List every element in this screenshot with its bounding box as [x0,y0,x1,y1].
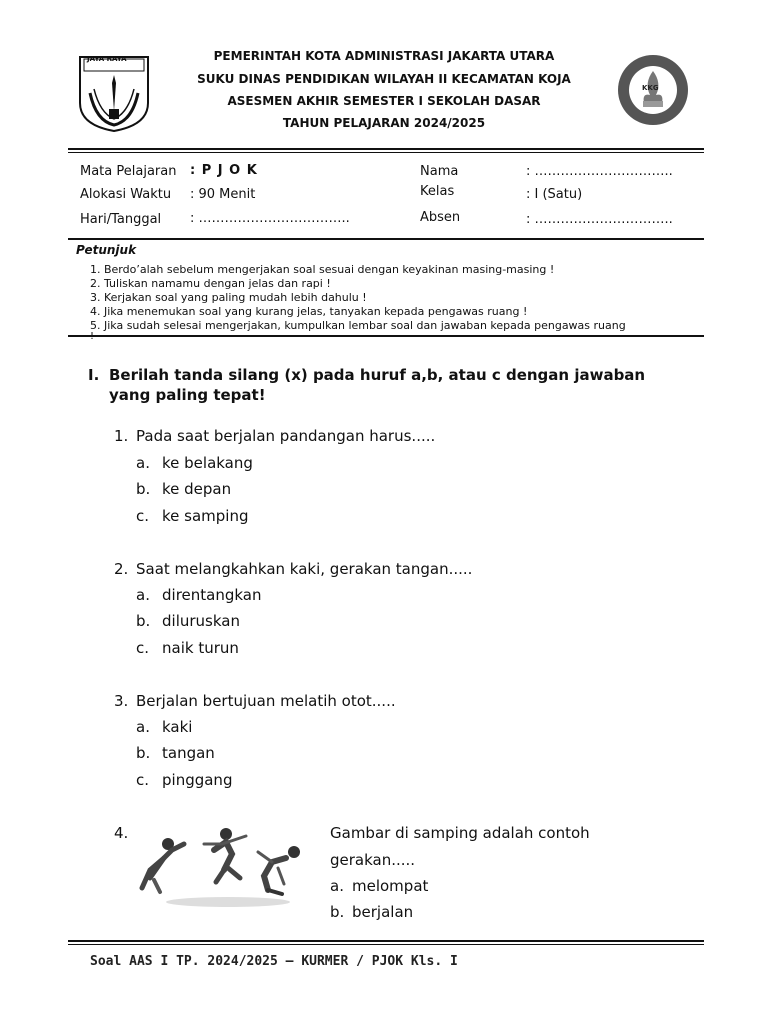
option-text[interactable]: melompat [352,877,429,895]
option-text[interactable]: ke belakang [162,454,253,472]
header-line-4: TAHUN PELAJARAN 2024/2025 [282,116,486,130]
info-divider [68,238,704,240]
option-letter: a. [136,718,150,736]
logo-right-center: KKG [642,84,659,92]
petunjuk-title: Petunjuk [76,243,137,257]
hari-label: Hari/Tanggal [80,212,162,227]
option-text[interactable]: ke depan [162,480,232,498]
option-letter: b. [330,903,345,921]
jumping-children-illustration [136,818,316,910]
nama-value: : ………………………….. [526,164,673,179]
petunjuk-divider [68,335,704,337]
option-letter: b. [136,612,151,630]
option-letter: c. [136,771,150,789]
petunjuk-item: 3. Kerjakan soal yang paling mudah lebih dahulu ! [90,291,367,304]
option-text[interactable]: diluruskan [162,612,240,630]
mapel-label: Mata Pelajaran [80,164,177,179]
question-number: 1. [114,427,129,445]
header-divider-thin [68,152,704,153]
option-text[interactable]: kaki [162,718,193,736]
option-letter: c. [136,639,150,657]
section-number: I. [88,366,100,384]
hari-value: : …………………………….. [190,211,350,226]
option-letter: b. [136,744,151,762]
mapel-value: : P J O K [190,163,258,178]
option-text[interactable]: pinggang [162,771,233,789]
kelas-value: : I (Satu) [526,187,583,202]
option-letter: a. [136,454,150,472]
logo-left-text: JAYA RAYA [87,55,127,63]
waktu-value: : 90 Menit [190,187,256,202]
option-letter: a. [330,877,344,895]
question-text-line-2: gerakan..... [330,851,416,869]
absen-label: Absen [420,210,461,225]
option-text[interactable]: ke samping [162,507,249,525]
footer-divider-thick [68,940,704,942]
header-line-3: ASESMEN AKHIR SEMESTER I SEKOLAH DASAR [227,94,541,108]
absen-value: : ………………………….. [526,212,673,227]
question-text: Berjalan bertujuan melatih otot..... [136,692,396,710]
petunjuk-item: 2. Tuliskan namamu dengan jelas dan rapi ! [90,277,331,290]
petunjuk-item: 5. Jika sudah selesai mengerjakan, kumpulkan lembar soal dan jawaban kepada pengawas ruang [90,319,626,332]
question-number: 4. [114,824,129,842]
question-text-line-1: Gambar di samping adalah contoh [330,824,590,842]
header-divider-thick [68,148,704,150]
petunjuk-item: 1. Berdo’alah sebelum mengerjakan soal sesuai dengan keyakinan masing-masing ! [90,263,555,276]
kelas-label: Kelas [420,184,455,199]
option-text[interactable]: tangan [162,744,215,762]
header-line-2: SUKU DINAS PENDIDIKAN WILAYAH II KECAMATAN KOJA [197,72,571,86]
waktu-label: Alokasi Waktu [80,187,172,202]
petunjuk-item: 4. Jika menemukan soal yang kurang jelas, tanyakan kepada pengawas ruang ! [90,305,528,318]
option-text[interactable]: berjalan [352,903,414,921]
option-letter: b. [136,480,151,498]
footer-text: Soal AAS I TP. 2024/2025 – KURMER / PJOK Kls. I [90,954,458,969]
option-text[interactable]: direntangkan [162,586,262,604]
footer-divider-thin [68,944,704,945]
section-instruction: Berilah tanda silang (x) pada huruf a,b, atau c dengan jawaban yang paling tepat! [109,366,646,404]
question-number: 3. [114,692,129,710]
header-line-1: PEMERINTAH KOTA ADMINISTRASI JAKARTA UTARA [213,49,555,63]
option-letter: a. [136,586,150,604]
question-number: 2. [114,560,129,578]
question-text: Pada saat berjalan pandangan harus..... [136,427,436,445]
option-text[interactable]: naik turun [162,639,239,657]
question-text: Saat melangkahkan kaki, gerakan tangan..... [136,560,473,578]
nama-label: Nama [420,164,459,179]
option-letter: c. [136,507,150,525]
